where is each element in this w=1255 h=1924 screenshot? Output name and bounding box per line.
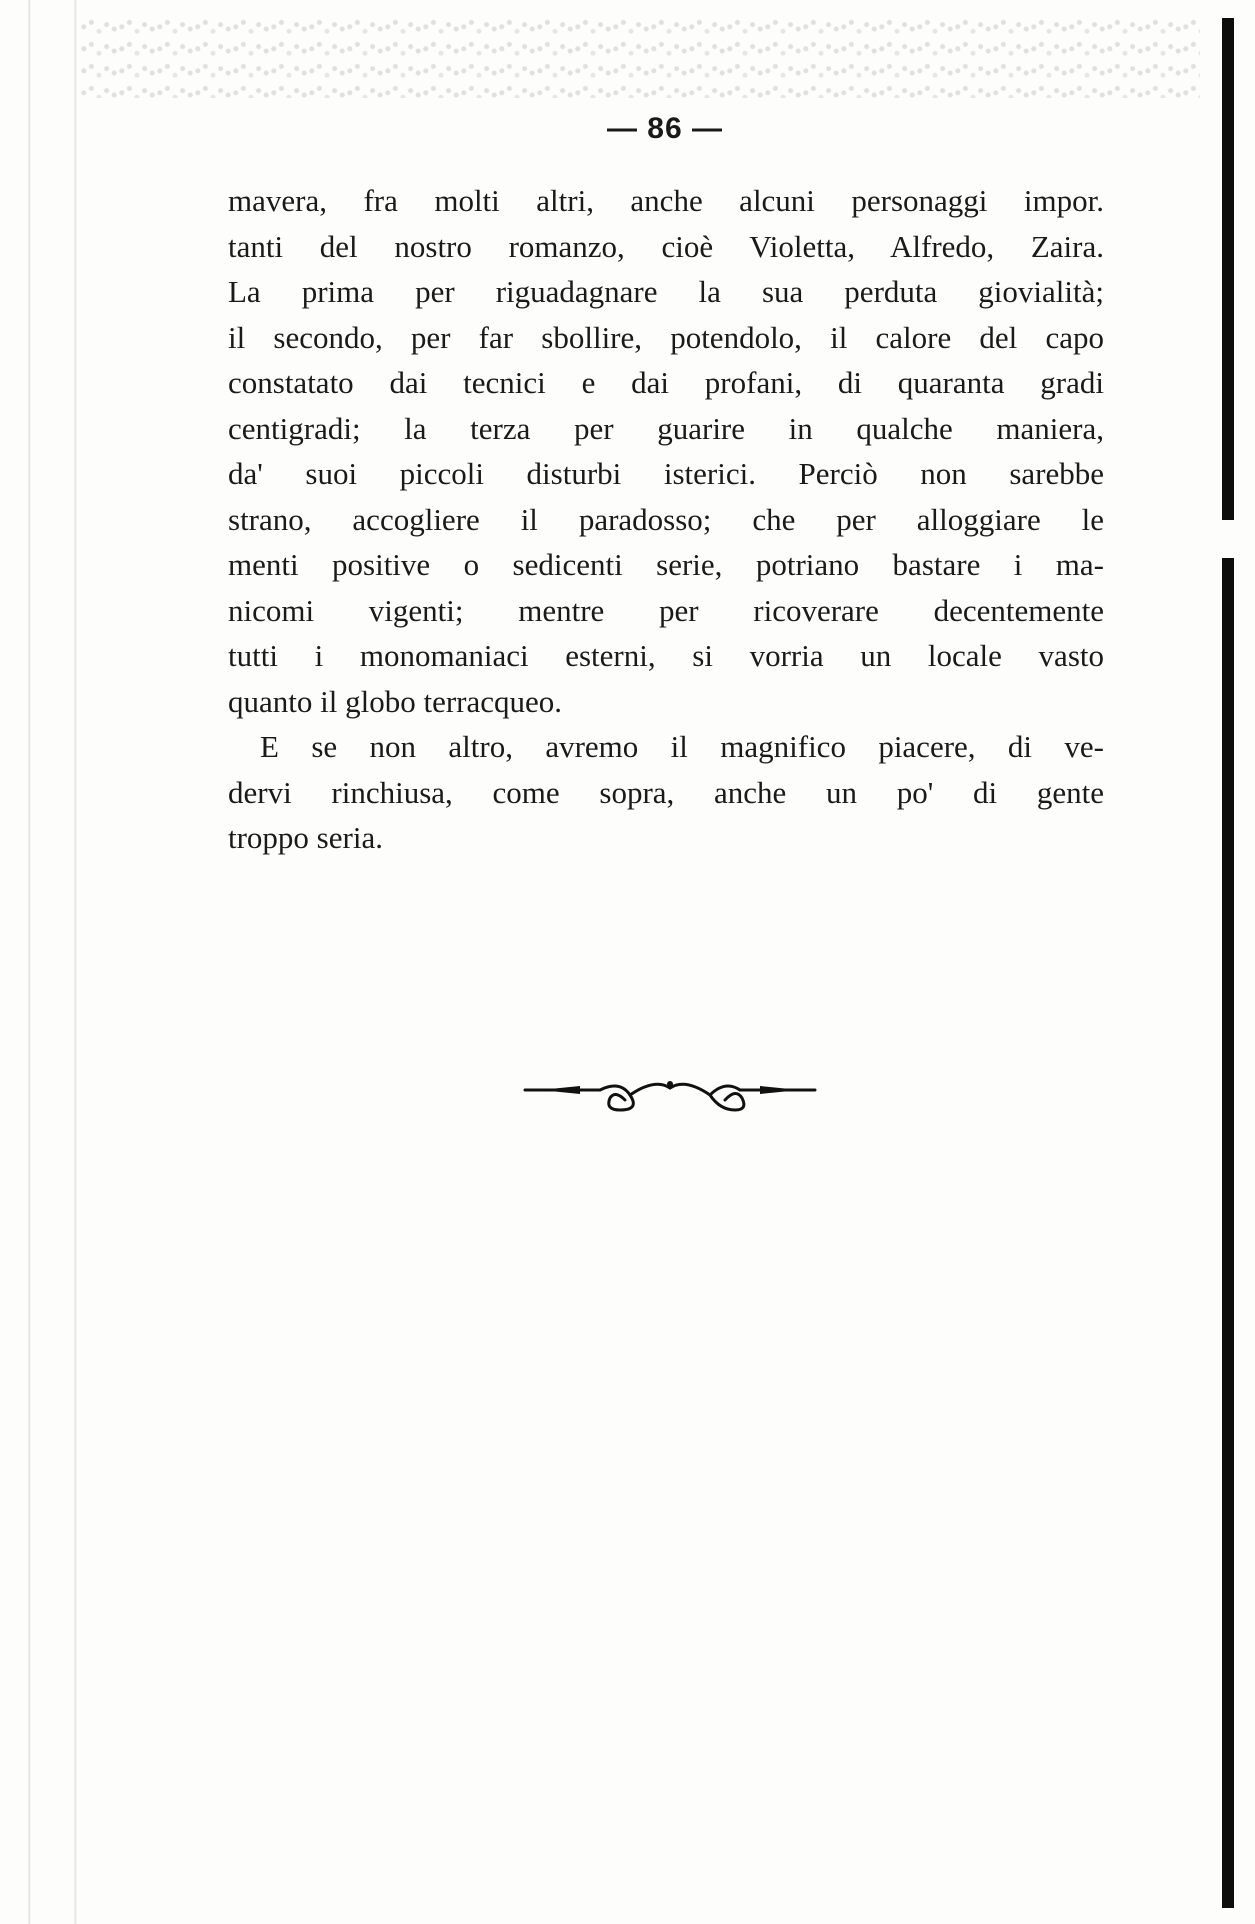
text-line: tanti del nostro romanzo, cioè Violetta, Alfredo, Zaira. <box>228 228 1104 264</box>
text-line: menti positive o sedicenti serie, potriano bastare i ma- <box>228 547 1104 582</box>
text-line: dervi rinchiusa, come sopra, anche un po' di gente <box>228 774 1104 810</box>
text-line: quanto il globo terracqueo. <box>228 683 563 719</box>
text-line: strano, accogliere il paradosso; che per alloggiare le <box>228 501 1104 537</box>
scan-edge-noise <box>0 0 90 1924</box>
binding-edge <box>1222 18 1234 1908</box>
text-line: il secondo, per far sbollire, potendolo, il calore del capo <box>228 319 1104 355</box>
text-line: E se non altro, avremo il magnifico piacere, di ve- <box>260 729 1104 764</box>
scroll-ornament-icon <box>520 1070 820 1120</box>
text-line: mavera, fra molti altri, anche alcuni personaggi impor. <box>228 183 1104 218</box>
binding-edge-gap <box>1222 520 1234 558</box>
text-line: constatato dai tecnici e dai profani, di quaranta gradi <box>228 365 1104 400</box>
text-line: da' suoi piccoli disturbi isterici. Perciò non sarebbe <box>228 456 1104 491</box>
body-text <box>228 178 1104 861</box>
scan-top-noise <box>80 18 1200 98</box>
text-line: centigradi; la terza per guarire in qualche maniera, <box>228 410 1104 446</box>
page-number: — 86 — <box>606 112 724 145</box>
text-line: nicomi vigenti; mentre per ricoverare decentemente <box>228 592 1104 628</box>
text-line: troppo seria. <box>228 820 383 855</box>
text-line: La prima per riguadagnare la sua perduta giovialità; <box>228 274 1104 309</box>
text-line: tutti i monomaniaci esterni, si vorria un locale vasto <box>228 638 1104 673</box>
